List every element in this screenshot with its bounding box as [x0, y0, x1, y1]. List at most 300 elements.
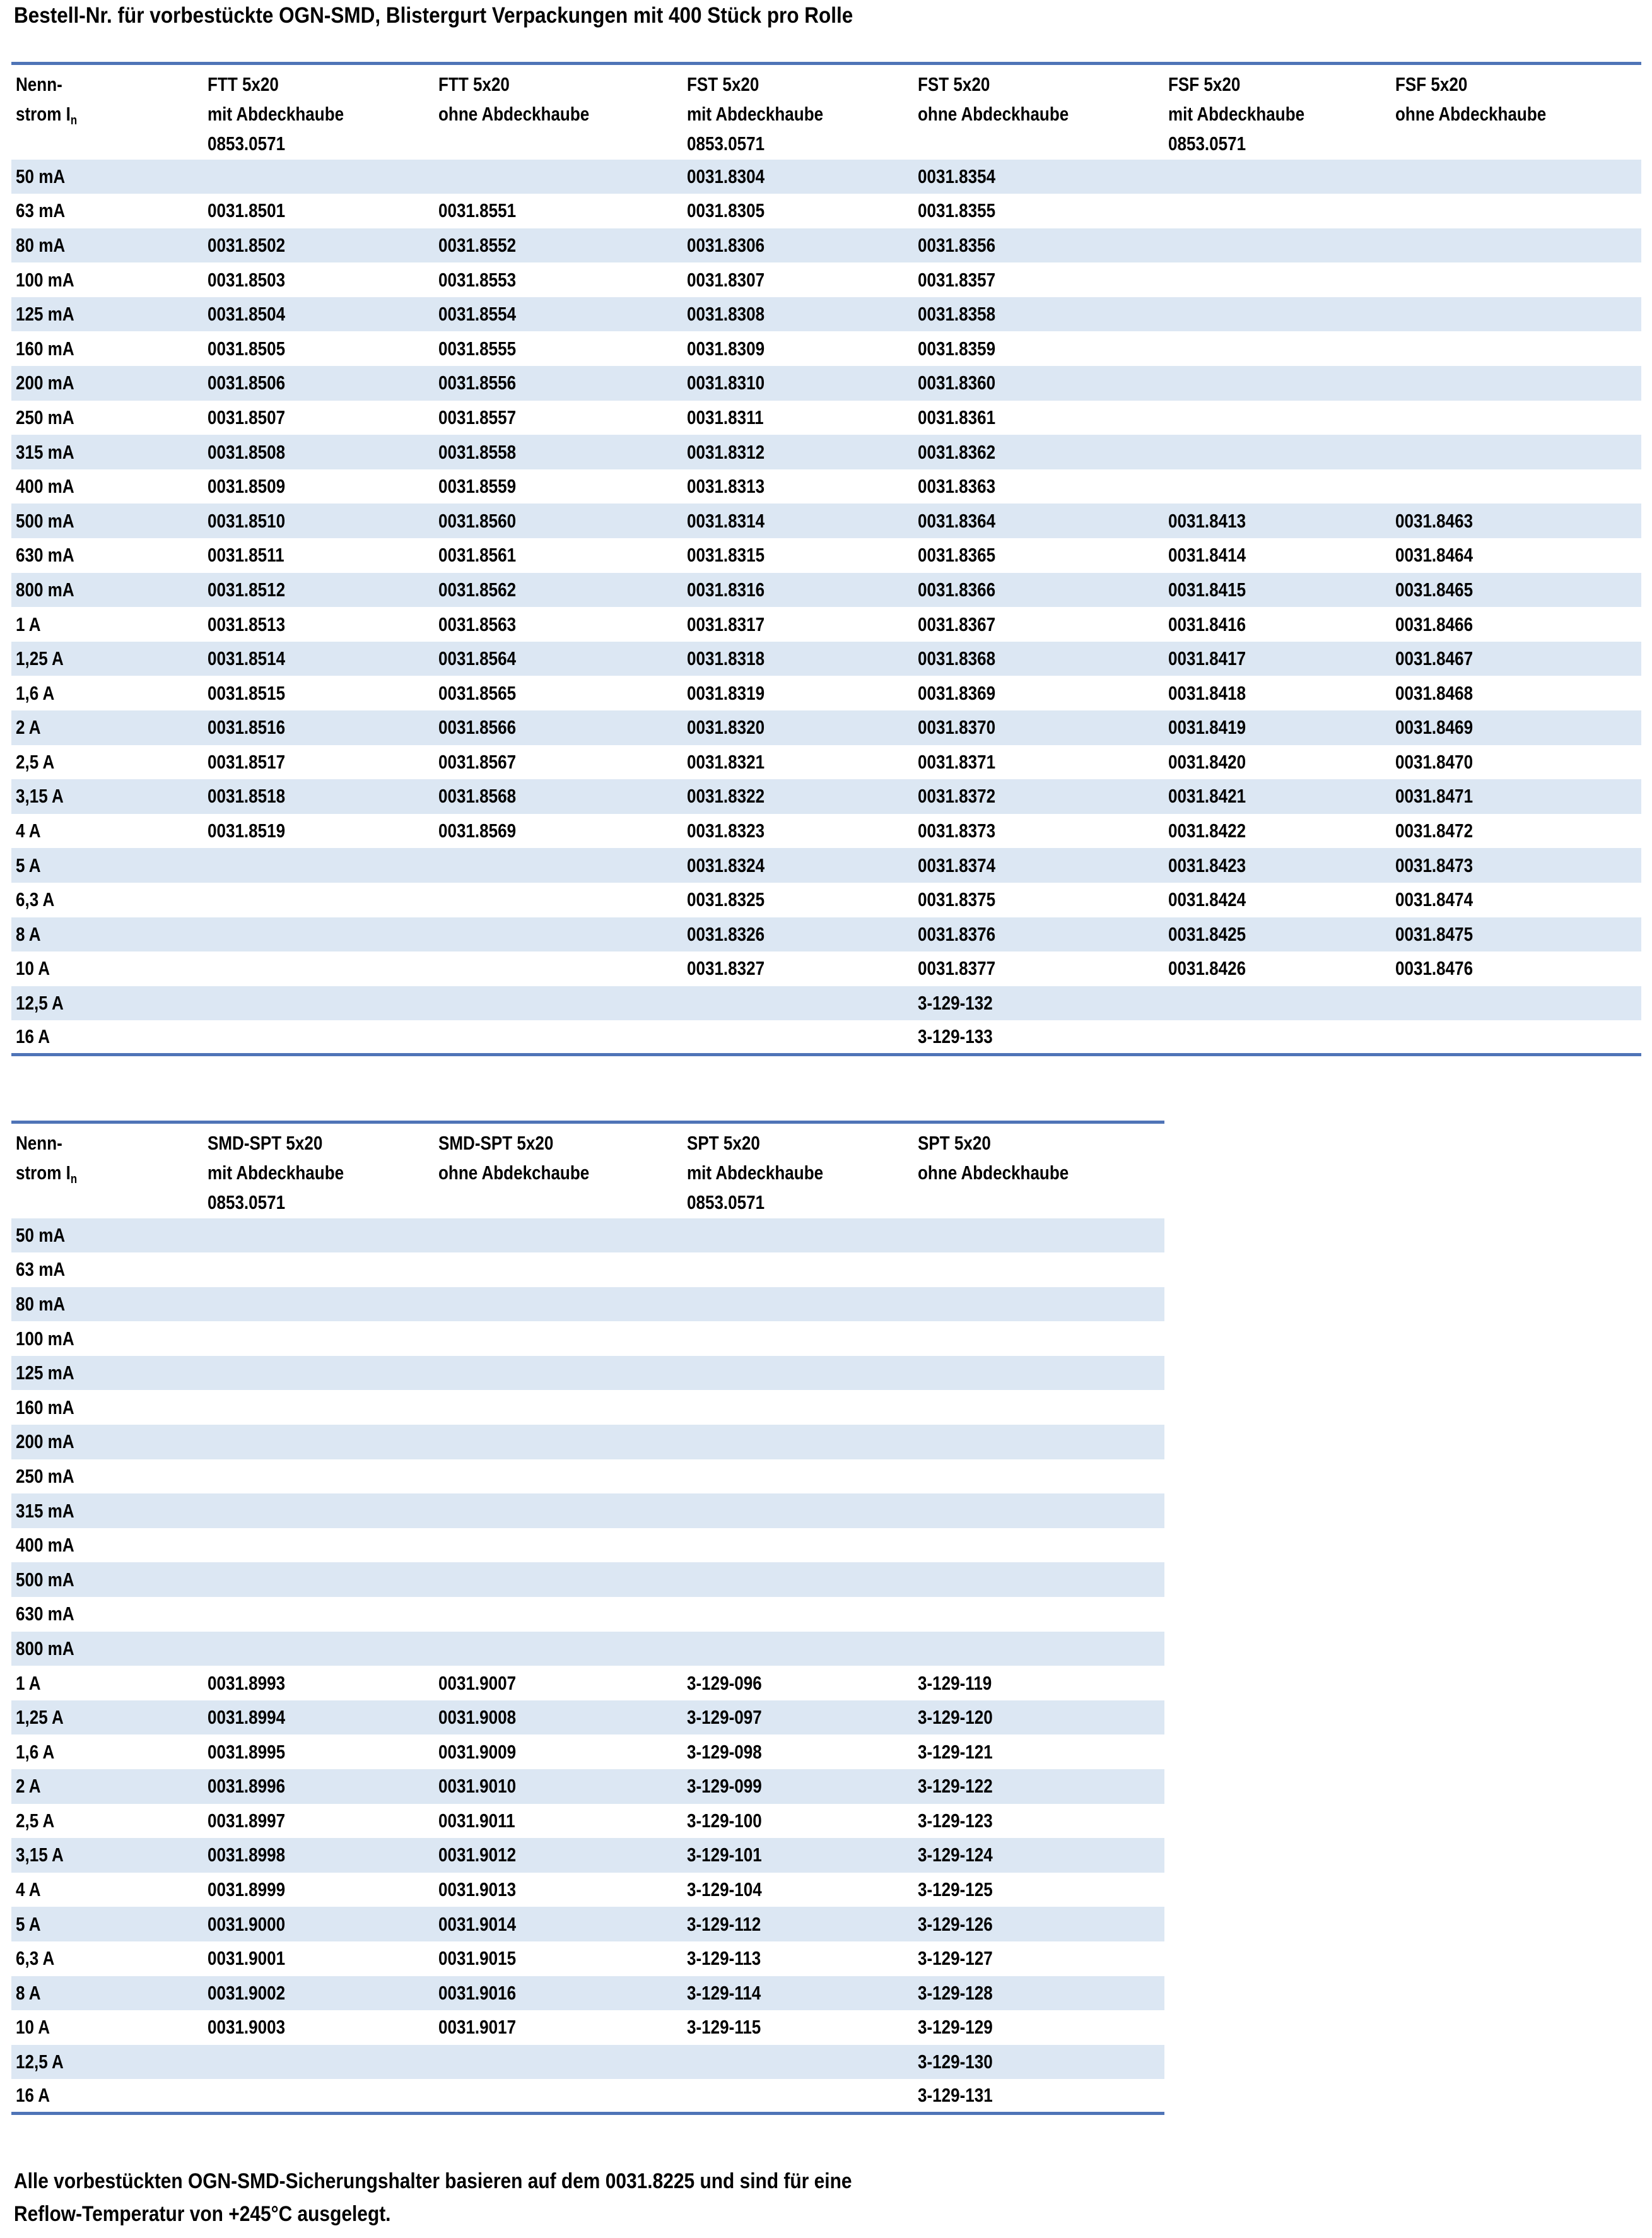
order-number-cell: 0031.8367 [918, 613, 996, 635]
header-column-line1: FST 5x20 [918, 73, 990, 95]
header-column-line2: mit Abdeckhaube [208, 1162, 344, 1184]
page-title: Bestell-Nr. für vorbestückte OGN-SMD, Blistergurt Verpackungen mit 400 Stück pro Rolle [14, 3, 853, 28]
order-number-cell [1391, 228, 1641, 263]
nennstrom-cell: 10 A [16, 957, 50, 980]
nennstrom-cell: 400 mA [16, 1534, 74, 1557]
order-number-cell: 0031.8996 [203, 1769, 434, 1804]
order-number-cell [1164, 401, 1391, 435]
nennstrom-cell: 4 A [16, 820, 41, 842]
order-number-cell [1391, 435, 1641, 469]
table-row [11, 676, 1641, 710]
order-number-cell: 0031.8562 [434, 573, 682, 608]
header-nennstrom-line1: Nenn- [16, 73, 62, 95]
order-number-cell: 0031.8565 [438, 681, 517, 704]
order-number-cell: 0031.8510 [203, 504, 434, 538]
nennstrom-cell: 4 A [16, 1878, 41, 1901]
order-number-cell: 0031.8561 [438, 544, 517, 567]
order-number-cell: 3-129-114 [682, 1976, 913, 2011]
order-number-cell: 0031.8423 [1164, 848, 1391, 883]
order-number-cell: 0031.8313 [687, 475, 765, 498]
order-number-cell: 0031.8318 [682, 642, 913, 676]
table-row [11, 1425, 1164, 1459]
order-number-cell: 0031.8515 [208, 681, 286, 704]
header-column-line3: 0853.0571 [208, 133, 286, 155]
order-number-cell: 0031.8516 [203, 710, 434, 745]
order-number-cell [913, 1632, 1164, 1666]
table-row [11, 1941, 1164, 1976]
order-number-cell: 0031.8311 [687, 406, 764, 428]
order-number-cell: 0031.8414 [1168, 544, 1246, 567]
order-number-cell: 0031.8324 [682, 848, 913, 883]
order-number-cell [913, 1493, 1164, 1528]
order-number-cell: 3-129-097 [682, 1700, 913, 1735]
table-row [11, 1666, 1164, 1700]
order-number-cell: 3-129-122 [913, 1769, 1164, 1804]
order-number-cell [1391, 297, 1641, 332]
order-number-cell: 0031.8356 [913, 228, 1164, 263]
order-number-cell [203, 2079, 434, 2114]
order-number-cell: 3-129-125 [918, 1878, 993, 1901]
order-number-cell: 3-129-101 [682, 1838, 913, 1873]
order-number-cell [434, 160, 682, 194]
table-row [11, 469, 1641, 504]
order-number-cell [1391, 331, 1641, 366]
order-number-table-spt [11, 1121, 1164, 2115]
header-nennstrom-line2: strom I [16, 1162, 71, 1184]
table-row [11, 1907, 1164, 1941]
order-number-cell: 0031.8365 [918, 544, 996, 567]
order-number-cell: 0031.8472 [1395, 820, 1473, 842]
order-number-cell: 0031.8511 [208, 544, 284, 567]
order-number-cell [913, 1356, 1164, 1391]
header-column-line1: FST 5x20 [687, 73, 759, 95]
table-row [11, 1252, 1164, 1287]
order-number-cell: 0031.8997 [208, 1809, 286, 1832]
order-number-cell: 0031.8504 [203, 297, 434, 332]
order-number-cell: 0031.8473 [1391, 848, 1641, 883]
header-column-line2: ohne Abdeckhaube [918, 1162, 1069, 1184]
order-number-cell [434, 1597, 682, 1632]
order-number-cell [203, 883, 434, 917]
order-number-cell: 0031.8360 [913, 366, 1164, 401]
order-number-cell: 0031.8354 [913, 160, 1164, 194]
order-number-cell: 0031.8417 [1164, 642, 1391, 676]
order-number-cell [1391, 160, 1641, 194]
header-column-line2: mit Abdeckhaube [687, 1162, 824, 1184]
nennstrom-cell: 63 mA [16, 199, 66, 222]
order-number-cell: 0031.8513 [208, 613, 286, 635]
order-number-cell [682, 2079, 913, 2114]
nennstrom-cell: 2 A [11, 1769, 203, 1804]
table-row [11, 366, 1641, 401]
header-column-line1: SPT 5x20 [687, 1132, 760, 1154]
order-number-cell [1164, 469, 1391, 504]
order-number-cell [203, 1597, 434, 1632]
order-number-cell: 0031.8507 [208, 406, 286, 428]
header-nennstrom-subscript: n [70, 114, 78, 127]
order-number-cell: 0031.8464 [1395, 544, 1473, 567]
order-number-cell: 0031.9016 [434, 1976, 682, 2011]
nennstrom-cell: 500 mA [11, 504, 203, 538]
order-number-cell [203, 1459, 434, 1494]
order-number-cell: 0031.8373 [918, 820, 996, 842]
order-number-cell: 0031.8327 [687, 957, 765, 980]
order-number-cell: 0031.8322 [682, 779, 913, 814]
order-number-cell: 0031.8471 [1391, 779, 1641, 814]
nennstrom-cell: 160 mA [16, 1396, 74, 1418]
order-number-table-ogn-smd [11, 62, 1641, 1056]
order-number-cell: 0031.8312 [682, 435, 913, 469]
order-number-cell: 0031.8416 [1168, 613, 1246, 635]
order-number-cell: 3-129-121 [918, 1740, 993, 1763]
table-row [11, 1356, 1164, 1391]
table-row [11, 1597, 1164, 1632]
order-number-cell [434, 1562, 682, 1597]
order-number-cell: 0031.8518 [203, 779, 434, 814]
order-number-cell: 0031.9009 [438, 1740, 517, 1763]
order-number-cell: 0031.8304 [682, 160, 913, 194]
order-number-cell [203, 1493, 434, 1528]
nennstrom-cell: 100 mA [16, 268, 74, 291]
order-number-cell: 0031.9000 [203, 1907, 434, 1941]
table-row [11, 1528, 1164, 1563]
order-number-cell: 0031.8369 [918, 681, 996, 704]
nennstrom-cell: 2,5 A [16, 750, 55, 773]
order-number-cell: 0031.8568 [434, 779, 682, 814]
table-row [11, 1700, 1164, 1735]
nennstrom-cell: 10 A [16, 2016, 50, 2039]
header-column-6 [1391, 64, 1641, 160]
header-column-line2: ohne Abdeckhaube [1395, 103, 1547, 125]
order-number-cell: 0031.8359 [918, 337, 996, 360]
order-number-cell [434, 1287, 682, 1322]
order-number-cell: 0031.8994 [203, 1700, 434, 1735]
order-number-cell [1164, 331, 1391, 366]
order-number-cell [203, 951, 434, 986]
table-header-row [11, 1122, 1164, 1218]
order-number-cell: 0031.8557 [438, 406, 517, 428]
order-number-cell [682, 1218, 913, 1253]
order-number-cell [1391, 986, 1641, 1021]
order-number-cell [682, 1252, 913, 1287]
order-number-cell: 0031.9007 [438, 1671, 517, 1694]
order-number-cell [203, 848, 434, 883]
nennstrom-cell: 125 mA [11, 1356, 203, 1391]
table-row [11, 1873, 1164, 1907]
order-number-cell: 0031.8355 [918, 199, 996, 222]
order-number-cell: 0031.8517 [208, 750, 286, 773]
nennstrom-cell: 16 A [11, 1020, 203, 1055]
order-number-cell: 0031.8426 [1168, 957, 1246, 980]
order-number-cell [682, 1493, 913, 1528]
nennstrom-cell: 5 A [11, 1907, 203, 1941]
order-number-cell [682, 986, 913, 1021]
order-number-cell: 0031.8559 [438, 475, 517, 498]
table-row [11, 1562, 1164, 1597]
table-row [11, 2010, 1164, 2045]
order-number-cell: 0031.8321 [687, 750, 765, 773]
order-number-cell: 0031.8563 [438, 613, 517, 635]
nennstrom-cell: 3,15 A [11, 1838, 203, 1873]
nennstrom-cell: 3,15 A [11, 779, 203, 814]
order-number-cell: 0031.9011 [438, 1809, 515, 1832]
header-column-3 [682, 64, 913, 160]
order-number-cell: 3-129-127 [918, 1947, 993, 1970]
order-number-cell: 3-129-126 [913, 1907, 1164, 1941]
nennstrom-cell: 50 mA [11, 160, 203, 194]
nennstrom-cell: 1,25 A [11, 642, 203, 676]
order-number-cell [1391, 262, 1641, 297]
order-number-cell [913, 1528, 1164, 1563]
table-row [11, 1321, 1164, 1356]
footnote-line1: Alle vorbestückten OGN-SMD-Sicherungshalter basieren auf dem 0031.8225 und sind für eine [14, 2169, 852, 2193]
nennstrom-cell: 1,25 A [11, 1700, 203, 1735]
order-number-cell: 0031.8364 [913, 504, 1164, 538]
table-row [11, 160, 1641, 194]
order-number-cell [434, 1528, 682, 1563]
order-number-cell [434, 1218, 682, 1253]
order-number-cell: 0031.8476 [1395, 957, 1473, 980]
nennstrom-cell: 1,6 A [16, 1740, 55, 1763]
order-number-cell: 0031.8358 [913, 297, 1164, 332]
nennstrom-cell: 800 mA [11, 1632, 203, 1666]
header-column-line1: SMD-SPT 5x20 [208, 1132, 323, 1154]
order-number-cell: 0031.8366 [913, 573, 1164, 608]
order-number-cell: 0031.8512 [203, 573, 434, 608]
order-number-cell: 0031.9003 [208, 2016, 286, 2039]
order-number-cell [434, 1252, 682, 1287]
order-number-cell: 0031.8502 [203, 228, 434, 263]
header-column-line2: mit Abdeckhaube [687, 103, 824, 125]
table-row [11, 1287, 1164, 1322]
order-number-cell: 0031.8375 [918, 888, 996, 911]
order-number-cell: 3-129-113 [687, 1947, 761, 1970]
order-number-cell [682, 1020, 913, 1055]
nennstrom-cell: 1 A [16, 1671, 41, 1694]
order-number-cell: 0031.8420 [1168, 750, 1246, 773]
order-number-cell: 0031.8310 [682, 366, 913, 401]
order-number-cell: 0031.9010 [434, 1769, 682, 1804]
order-number-cell [203, 986, 434, 1021]
order-number-cell: 0031.8564 [434, 642, 682, 676]
order-number-cell: 0031.8995 [208, 1740, 286, 1763]
order-number-cell: 0031.8508 [203, 435, 434, 469]
table-row [11, 1218, 1164, 1253]
order-number-cell [913, 1252, 1164, 1287]
order-number-cell [1391, 194, 1641, 228]
order-number-cell [434, 986, 682, 1021]
order-number-cell [434, 1321, 682, 1356]
order-number-cell [434, 1425, 682, 1459]
order-number-cell [1164, 366, 1391, 401]
table-row [11, 2079, 1164, 2114]
order-number-cell: 0031.9012 [434, 1838, 682, 1873]
table-row [11, 642, 1641, 676]
order-number-cell: 0031.8307 [687, 268, 765, 291]
table-row [11, 1493, 1164, 1528]
table-row [11, 194, 1641, 228]
order-number-cell: 0031.8363 [918, 475, 996, 498]
header-column-line1: SPT 5x20 [918, 1132, 991, 1154]
nennstrom-cell: 500 mA [11, 1562, 203, 1597]
nennstrom-cell: 6,3 A [16, 1947, 55, 1970]
header-column-line3: 0853.0571 [1168, 133, 1246, 155]
order-number-cell: 0031.8467 [1391, 642, 1641, 676]
table-row [11, 504, 1641, 538]
order-number-cell: 3-129-130 [913, 2045, 1164, 2080]
header-column-line3: 0853.0571 [687, 1191, 765, 1213]
order-number-cell: 0031.8569 [438, 820, 517, 842]
order-number-cell [1164, 435, 1391, 469]
header-nennstrom [11, 64, 203, 160]
order-number-cell: 3-129-123 [918, 1809, 993, 1832]
order-number-cell [1164, 1020, 1391, 1055]
order-number-cell [913, 1390, 1164, 1425]
order-number-cell: 0031.8465 [1391, 573, 1641, 608]
order-number-cell [434, 917, 682, 952]
table-row [11, 297, 1641, 332]
order-number-cell: 0031.8319 [687, 681, 765, 704]
order-number-cell [203, 1218, 434, 1253]
table-row [11, 1459, 1164, 1494]
order-number-cell [1164, 262, 1391, 297]
header-column-line2: ohne Abdeckhaube [438, 103, 590, 125]
order-number-cell: 0031.8567 [438, 750, 517, 773]
order-number-cell: 0031.8325 [687, 888, 765, 911]
order-number-cell: 0031.8558 [434, 435, 682, 469]
order-number-cell [203, 917, 434, 952]
order-number-cell: 0031.8998 [203, 1838, 434, 1873]
order-number-cell: 3-129-131 [913, 2079, 1164, 2114]
order-number-cell [203, 1321, 434, 1356]
nennstrom-cell: 16 A [11, 2079, 203, 2114]
order-number-cell [1164, 228, 1391, 263]
nennstrom-cell: 12,5 A [11, 986, 203, 1021]
order-number-cell: 0031.8323 [687, 820, 765, 842]
table-row [11, 883, 1641, 917]
table-row [11, 2045, 1164, 2080]
order-number-cell [682, 1287, 913, 1322]
order-number-cell [682, 1528, 913, 1563]
order-number-cell [203, 1632, 434, 1666]
footnote-line2: Reflow-Temperatur von +245°C ausgelegt. [14, 2202, 391, 2226]
order-number-cell: 0031.8361 [918, 406, 996, 428]
header-nennstrom-line1: Nenn- [16, 1132, 62, 1154]
order-number-cell: 0031.8317 [687, 613, 765, 635]
order-number-cell [1164, 160, 1391, 194]
order-number-cell [1391, 1020, 1641, 1055]
table-row [11, 814, 1641, 849]
order-number-cell: 0031.8357 [918, 268, 996, 291]
table-row [11, 1020, 1641, 1055]
table-row [11, 401, 1641, 435]
header-column-line1: FTT 5x20 [438, 73, 510, 95]
order-number-cell [913, 1287, 1164, 1322]
order-number-cell: 3-129-129 [918, 2016, 993, 2039]
order-number-cell: 0031.8424 [1168, 888, 1246, 911]
order-number-cell [1164, 986, 1391, 1021]
order-number-cell [203, 160, 434, 194]
nennstrom-cell: 80 mA [11, 228, 203, 263]
order-number-cell [682, 1632, 913, 1666]
order-number-cell: 3-129-124 [913, 1838, 1164, 1873]
order-number-cell: 0031.8418 [1168, 681, 1246, 704]
order-number-cell: 3-129-096 [687, 1671, 762, 1694]
order-number-cell: 0031.9014 [434, 1907, 682, 1941]
order-number-cell: 3-129-112 [682, 1907, 913, 1941]
nennstrom-cell: 1 A [16, 613, 41, 635]
order-number-cell [913, 1425, 1164, 1459]
order-number-cell: 3-129-119 [918, 1671, 992, 1694]
order-number-cell [682, 1562, 913, 1597]
nennstrom-cell: 250 mA [16, 1464, 74, 1487]
order-number-cell [913, 1459, 1164, 1494]
footnote [14, 2165, 852, 2230]
order-number-cell: 0031.8371 [918, 750, 996, 773]
order-number-cell: 0031.8506 [203, 366, 434, 401]
order-number-cell: 0031.8306 [682, 228, 913, 263]
order-number-cell [913, 1321, 1164, 1356]
nennstrom-cell: 5 A [11, 848, 203, 883]
order-number-cell [1391, 366, 1641, 401]
nennstrom-cell: 2,5 A [16, 1809, 55, 1832]
header-nennstrom-line2: strom I [16, 103, 71, 125]
nennstrom-cell: 100 mA [16, 1327, 74, 1350]
table-row [11, 1734, 1164, 1769]
order-number-cell: 0031.8309 [687, 337, 765, 360]
order-number-cell: 0031.8362 [913, 435, 1164, 469]
nennstrom-cell: 8 A [11, 917, 203, 952]
order-number-cell [434, 1459, 682, 1494]
nennstrom-cell: 6,3 A [16, 888, 55, 911]
order-number-cell: 0031.8305 [687, 199, 765, 222]
nennstrom-cell: 12,5 A [11, 2045, 203, 2080]
order-number-cell: 0031.8316 [682, 573, 913, 608]
header-column-line1: FSF 5x20 [1395, 73, 1468, 95]
nennstrom-cell: 125 mA [11, 297, 203, 332]
order-number-cell [1391, 469, 1641, 504]
table-row [11, 607, 1641, 642]
order-number-cell [434, 2045, 682, 2080]
nennstrom-cell: 315 mA [11, 435, 203, 469]
nennstrom-cell: 50 mA [11, 1218, 203, 1253]
order-number-cell: 0031.8419 [1164, 710, 1391, 745]
table-row [11, 745, 1641, 780]
header-column-line3: 0853.0571 [208, 1191, 286, 1213]
header-column-line3: 0853.0571 [687, 133, 765, 155]
order-number-cell: 0031.8509 [208, 475, 286, 498]
table-row [11, 1838, 1164, 1873]
nennstrom-cell: 630 mA [16, 544, 74, 567]
order-number-cell: 3-129-100 [687, 1809, 762, 1832]
table-row [11, 1390, 1164, 1425]
order-number-cell: 0031.9013 [438, 1878, 517, 1901]
order-number-cell: 0031.9002 [203, 1976, 434, 2011]
order-number-cell [434, 1020, 682, 1055]
order-number-cell [1391, 401, 1641, 435]
table-row [11, 848, 1641, 883]
order-number-cell: 0031.8320 [682, 710, 913, 745]
order-number-cell [434, 1356, 682, 1391]
table-row [11, 779, 1641, 814]
header-column-line2: mit Abdeckhaube [1168, 103, 1305, 125]
order-number-cell [434, 883, 682, 917]
order-number-cell [1164, 194, 1391, 228]
order-number-cell [203, 1562, 434, 1597]
table-row [11, 1804, 1164, 1839]
order-number-cell: 0031.8475 [1391, 917, 1641, 952]
header-column-1 [203, 64, 434, 160]
